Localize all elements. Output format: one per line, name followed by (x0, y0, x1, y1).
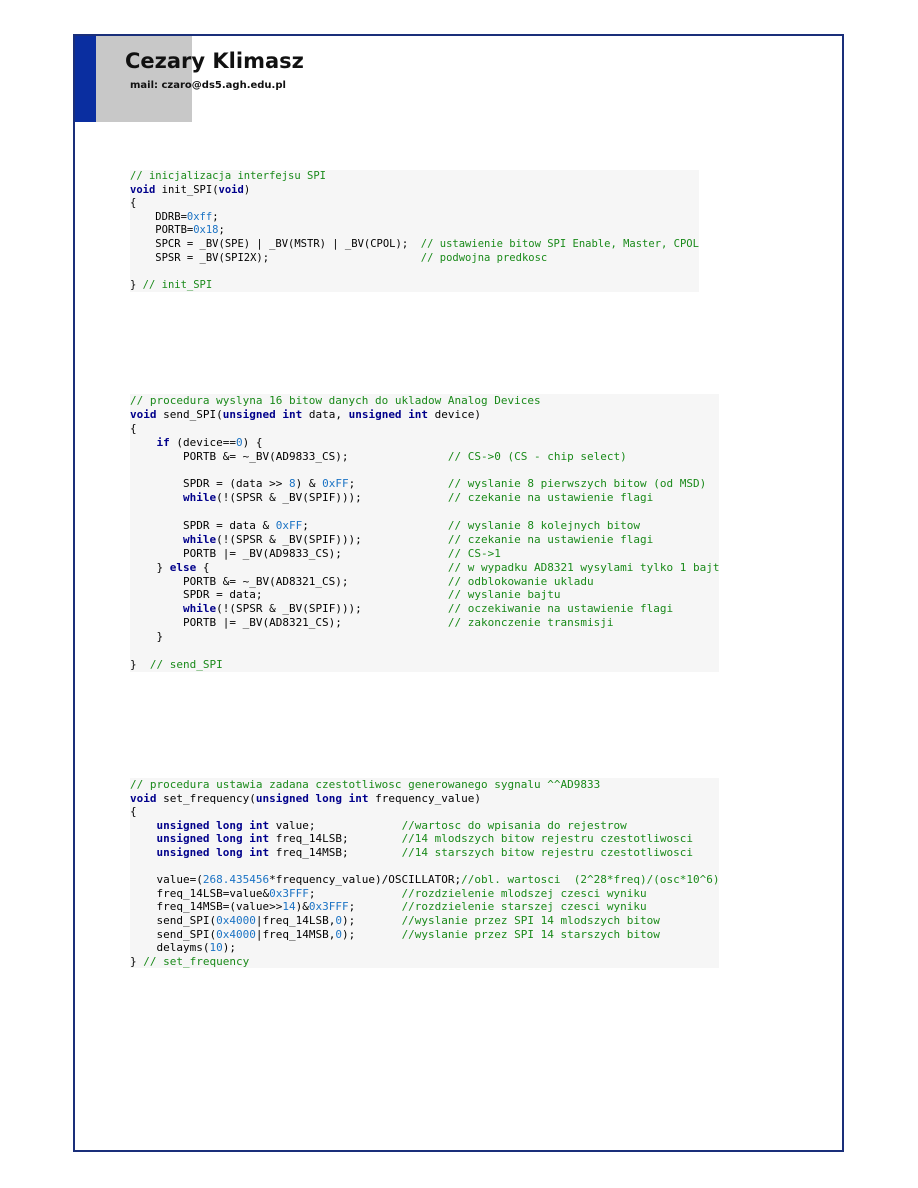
code-line: send_SPI(0x4000|freq_14LSB,0); //wyslanie przez SPI 14 mlodszych bitow (130, 913, 660, 927)
code-line: value=(268.435456*frequency_value)/OSCILLATOR;//obl. wartosci (2^28*freq)/(osc*10^6) (130, 873, 720, 887)
code-line: PORTB |= _BV(AD9833_CS); // CS->1 (130, 546, 501, 560)
code-line: PORTB=0x18; (130, 224, 225, 237)
header-accent-bar (75, 36, 96, 122)
code-line: void send_SPI(unsigned int data, unsigned int device) (130, 407, 482, 421)
code-line (130, 644, 719, 658)
code-line (130, 860, 719, 874)
code-line: DDRB=0xff; (130, 210, 219, 223)
code-line: { (130, 805, 137, 819)
author-name: Cezary Klimasz (125, 49, 304, 73)
code-line: { (130, 421, 137, 435)
code-line: SPSR = _BV(SPI2X); // podwojna predkosc (130, 251, 548, 264)
code-line: void set_frequency(unsigned long int frequency_value) (130, 791, 482, 805)
code-block-init-spi (130, 170, 699, 292)
code-line: SPDR = (data >> 8) & 0xFF; // wyslanie 8 pierwszych bitow (od MSD) (130, 477, 707, 491)
code-line: void init_SPI(void) (130, 183, 251, 196)
code-line: send_SPI(0x4000|freq_14MSB,0); //wyslanie przez SPI 14 starszych bitow (130, 927, 660, 941)
code-line: unsigned long int value; //wartosc do wpisania do rejestrow (156, 818, 627, 832)
code-line: // procedura ustawia zadana czestotliwosc generowanego sygnalu ^^AD9833 (130, 778, 601, 791)
code-line: } else { // w wypadku AD8321 wysylami tylko 1 bajt (130, 560, 720, 574)
code-line: delayms(10); (130, 941, 236, 955)
code-line: PORTB &= ~_BV(AD8321_CS); // odblokowanie ukladu (130, 574, 594, 588)
code-line (130, 505, 719, 519)
code-block-set-frequency (130, 778, 719, 968)
code-line: while(!(SPSR & _BV(SPIF))); // czekanie na ustawienie flagi (182, 532, 654, 546)
code-line: } // init_SPI (130, 278, 213, 291)
code-line: } (130, 630, 164, 644)
author-email: mail: czaro@ds5.agh.edu.pl (130, 80, 286, 91)
code-line: // procedura wyslyna 16 bitow danych do ukladow Analog Devices (130, 394, 541, 407)
code-block-send-spi (130, 394, 719, 672)
code-line: freq_14MSB=(value>>14)&0x3FFF; //rozdzielenie starszej czesci wyniku (130, 900, 647, 914)
code-line: while(!(SPSR & _BV(SPIF))); // czekanie na ustawienie flagi (182, 491, 654, 505)
code-line: SPDR = data; // wyslanie bajtu (130, 588, 561, 602)
code-line (130, 265, 699, 279)
code-line: PORTB &= ~_BV(AD9833_CS); // CS->0 (CS - chip select) (130, 449, 627, 463)
code-line (130, 463, 719, 477)
code-line: SPDR = data & 0xFF; // wyslanie 8 kolejnych bitow (130, 519, 640, 533)
code-line: if (device==0) { (156, 435, 263, 449)
code-line: while(!(SPSR & _BV(SPIF))); // oczekiwanie na ustawienie flagi (182, 602, 674, 616)
code-line: // inicjalizacja interfejsu SPI (130, 170, 326, 182)
code-line: SPCR = _BV(SPE) | _BV(MSTR) | _BV(CPOL); // ustawienie bitow SPI Enable, Master, CPOL (130, 237, 699, 250)
code-line: unsigned long int freq_14MSB; //14 starszych bitow rejestru czestotliwosci (156, 845, 693, 859)
code-line: { (130, 197, 137, 210)
code-line: } // set_frequency (130, 954, 250, 968)
code-line: } // send_SPI (130, 657, 223, 671)
code-line: unsigned long int freq_14LSB; //14 mlodszych bitow rejestru czestotliwosci (156, 832, 693, 846)
code-line: PORTB |= _BV(AD8321_CS); // zakonczenie transmisji (130, 616, 614, 630)
code-line: freq_14LSB=value&0x3FFF; //rozdzielenie mlodszej czesci wyniku (130, 886, 647, 900)
